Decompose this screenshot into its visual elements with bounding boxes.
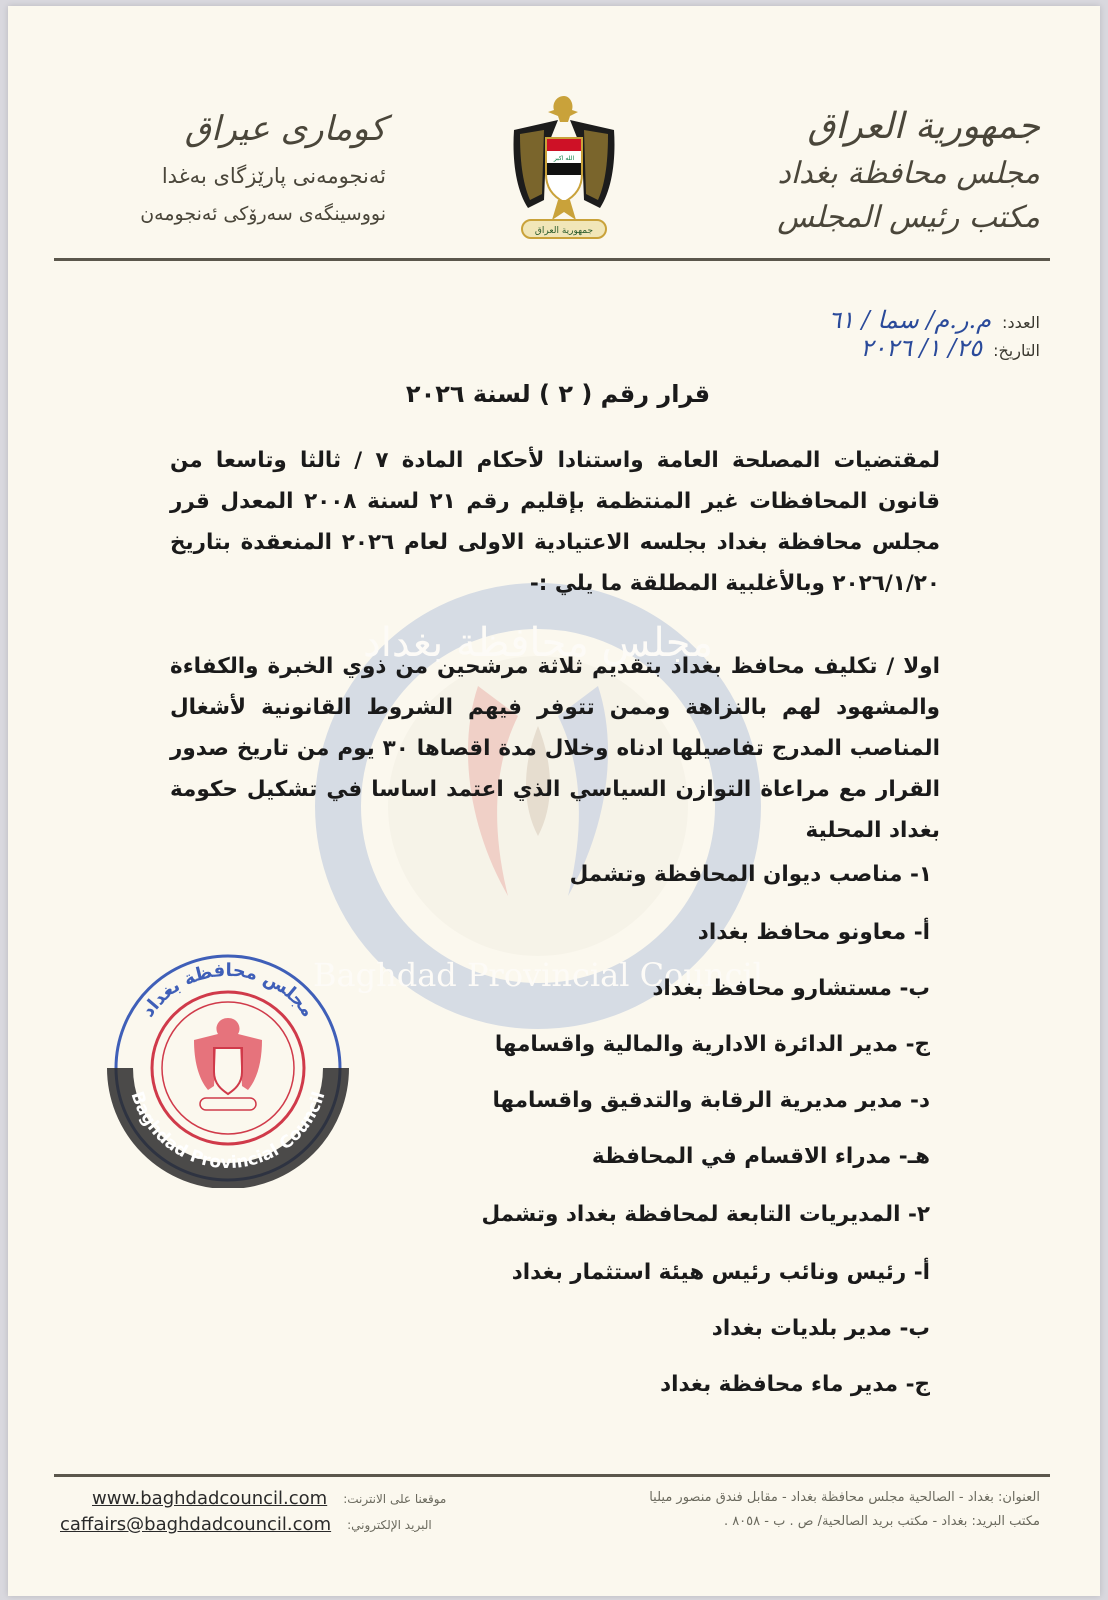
list-item: ٢- المديريات التابعة لمحافظة بغداد وتشمل [481,1202,930,1227]
list-item: د- مدير مديرية الرقابة والتدقيق واقسامها [492,1088,930,1113]
document-page [8,6,1100,1596]
list-item: ج- مدير الدائرة الادارية والمالية واقسامها [494,1032,930,1057]
watermark-arabic: مجلس محافظة بغداد [362,620,714,666]
list-item: ب- مستشارو محافظ بغداد [652,976,930,1001]
stamp-arabic-text: مجلس محافظة بغداد [137,959,319,1022]
list-item: أ- رئيس ونائب رئيس هيئة استثمار بغداد [511,1260,930,1285]
list-item: ١- مناصب ديوان المحافظة وتشمل [569,862,932,887]
reference-number-row [828,306,1040,334]
header-kurdish [66,102,386,232]
emblem-label: جمهورية العراق [534,226,594,236]
email-label: البريد الإلكتروني: [347,1518,432,1532]
list-item: ب- مدير بلديات بغداد [711,1316,930,1341]
header-arabic-line2: مجلس محافظة بغداد [777,156,1040,191]
footer-address-line2: مكتب البريد: بغداد - مكتب بريد الصالحية/ ص . ب - ٨٠٥٨ . [723,1514,1040,1529]
footer-contacts [60,1486,446,1538]
stamp-english-text: Baghdad Provincial Council [126,1089,330,1174]
watermark-english: Baghdad Provincial Council [313,956,763,994]
header-kurdish-line1: کوماری عیراق [184,109,386,149]
decision-preamble: لمقتضيات المصلحة العامة واستنادا لأحكام المادة ٧ / ثالثا وتاسعا من قانون المحافظات غير المنتظمة بإقليم رقم ٢١ لسنة ٢٠٠٨ المعدل قرر مجلس محافظة بغداد بجلسه الاعتيادية الاولى لعام ٢٠٢٦ المنعقدة بتاريخ ٢٠٢٦/١/٢٠ وبالأغلبية المطلقة ما يلي :- [170,448,940,596]
email-link[interactable]: caffairs@baghdadcouncil.com [60,1514,332,1535]
svg-text:الله اكبر: الله اكبر [553,155,575,162]
header-arabic-line1: جمهورية العراق [807,106,1040,147]
reference-number-label: العدد: [1002,313,1040,332]
list-item: هـ- مدراء الاقسام في المحافظة [591,1144,930,1169]
list-item: أ- معاونو محافظ بغداد [697,920,930,945]
decision-article-one: اولا / تكليف محافظ بغداد بتقديم ثلاثة مرشحين من ذوي الخبرة والكفاءة والمشهود لهم بالنزاهة وممن تتوفر فيهم الشروط القانونية لأشغال المناصب المدرج تفاصيلها ادناه وخلال مدة اقصاها ٣٠ يوم من تاريخ صدور القرار مع مراعاة التوازن السياسي الذي اعتمد اساسا في تشكيل حكومة بغداد المحلية [170,654,940,843]
reference-date-label: التاريخ: [993,341,1040,360]
list-item: ج- مدير ماء محافظة بغداد [660,1372,930,1397]
reference-date-row [828,334,1040,362]
header-kurdish-line2: ئەنجومەنی پارێزگای بەغدا [161,164,386,188]
footer-address [649,1486,1040,1534]
header-divider [54,258,1050,261]
footer-address-line1: العنوان: بغداد - الصالحية مجلس محافظة بغداد - مقابل فندق منصور ميليا [649,1490,1040,1505]
council-seal-stamp-icon [106,948,350,1188]
website-label: موقعنا على الانترنت: [343,1492,447,1506]
reference-number-value: م.ر.م/ سما / ٦١ [828,306,991,334]
decision-title: قرار رقم ( ٢ ) لسنة ٢٠٢٦ [405,380,711,408]
reference-date-value: ٢٥/ ١/ ٢٠٢٦ [860,334,982,362]
header-arabic-line3: مكتب رئيس المجلس [777,200,1040,235]
iraq-eagle-emblem-icon [508,90,620,246]
reference-block [828,306,1040,362]
svg-text:مجلس محافظة بغداد [138,960,319,1021]
header-arabic [740,102,1040,240]
footer-divider [54,1474,1050,1477]
header-kurdish-line3: نووسینگەی سەرۆکی ئەنجومەن [140,203,386,225]
website-link[interactable]: www.baghdadcouncil.com [92,1488,328,1509]
